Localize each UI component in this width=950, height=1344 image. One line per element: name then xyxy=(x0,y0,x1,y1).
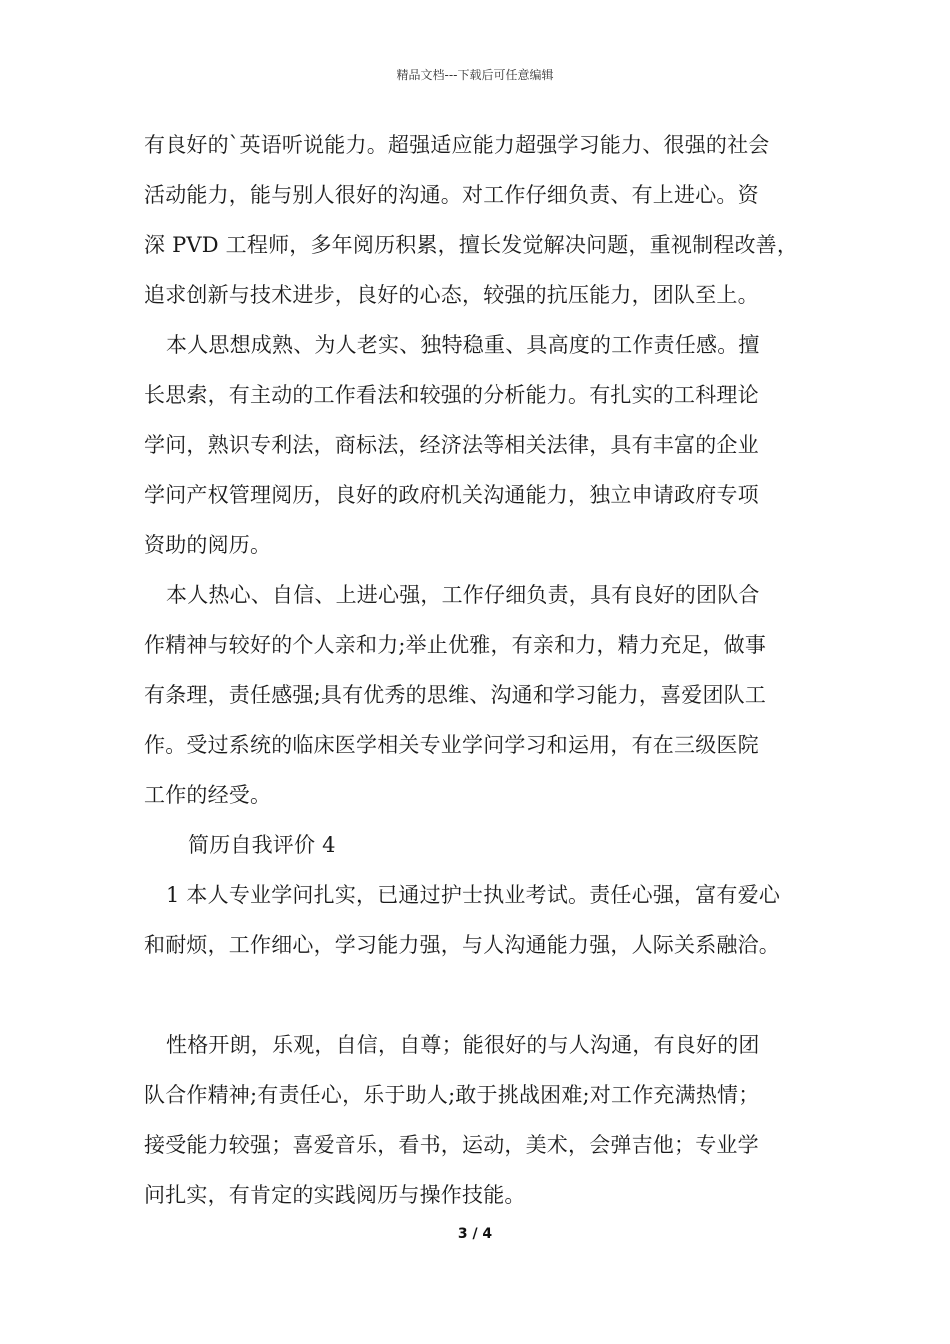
text-line: 深 PVD 工程师，多年阅历积累，擅长发觉解决问题，重视制程改善， xyxy=(144,233,799,257)
paragraph-mature-thinking xyxy=(144,320,824,570)
document-body xyxy=(144,120,824,1220)
text-line: 本人热心、自信、上进心强，工作仔细负责，具有良好的团队合 xyxy=(166,583,760,607)
text-line: 活动能力，能与别人很好的沟通。对工作仔细负责、有上进心。资 xyxy=(144,183,759,207)
page-number: 3 / 4 xyxy=(457,1226,493,1242)
text-line: 1 本人专业学问扎实，已通过护士执业考试。责任心强，富有爱心 xyxy=(166,883,781,907)
text-line: 有良好的`英语听说能力。超强适应能力超强学习能力、很强的社会 xyxy=(144,133,770,157)
text-line: 作精神与较好的个人亲和力;举止优雅，有亲和力，精力充足，做事 xyxy=(144,633,767,657)
paragraph-enthusiastic xyxy=(144,570,824,820)
text-line: 工作的经受。 xyxy=(144,783,272,807)
text-line: 资助的阅历。 xyxy=(144,533,272,557)
text-line: 学问，熟识专利法，商标法，经济法等相关法律，具有丰富的企业 xyxy=(144,433,759,457)
text-line: 队合作精神;有责任心，乐于助人;敢于挑战困难;对工作充满热情； xyxy=(144,1083,760,1107)
text-line: 性格开朗，乐观，自信，自尊；能很好的与人沟通，有良好的团 xyxy=(166,1033,760,1057)
text-line: 长思索，有主动的工作看法和较强的分析能力。有扎实的工科理论 xyxy=(144,383,759,407)
text-line: 追求创新与技术进步，良好的心态，较强的抗压能力，团队至上。 xyxy=(144,283,759,307)
text-line: 有条理，责任感强;具有优秀的思维、沟通和学习能力，喜爱团队工 xyxy=(144,683,767,707)
text-line: 学问产权管理阅历，良好的政府机关沟通能力，独立申请政府专项 xyxy=(144,483,759,507)
page-header: 精品文档---下载后可任意编辑 xyxy=(396,68,554,82)
section-title: 简历自我评价 4 xyxy=(188,833,336,857)
section-heading xyxy=(144,820,824,870)
text-line: 接受能力较强；喜爱音乐，看书，运动，美术，会弹吉他；专业学 xyxy=(144,1133,759,1157)
text-line: 和耐烦，工作细心，学习能力强，与人沟通能力强，人际关系融洽。 xyxy=(144,933,780,957)
paragraph-nursing xyxy=(144,870,824,970)
paragraph-english-skills xyxy=(144,120,824,320)
text-line: 本人思想成熟、为人老实、独特稳重、具高度的工作责任感。擅 xyxy=(166,333,760,357)
text-line: 问扎实，有肯定的实践阅历与操作技能。 xyxy=(144,1183,526,1207)
text-line: 作。受过系统的临床医学相关专业学问学习和运用，有在三级医院 xyxy=(144,733,759,757)
paragraph-personality xyxy=(144,1020,824,1220)
blank-spacer xyxy=(144,970,824,1020)
